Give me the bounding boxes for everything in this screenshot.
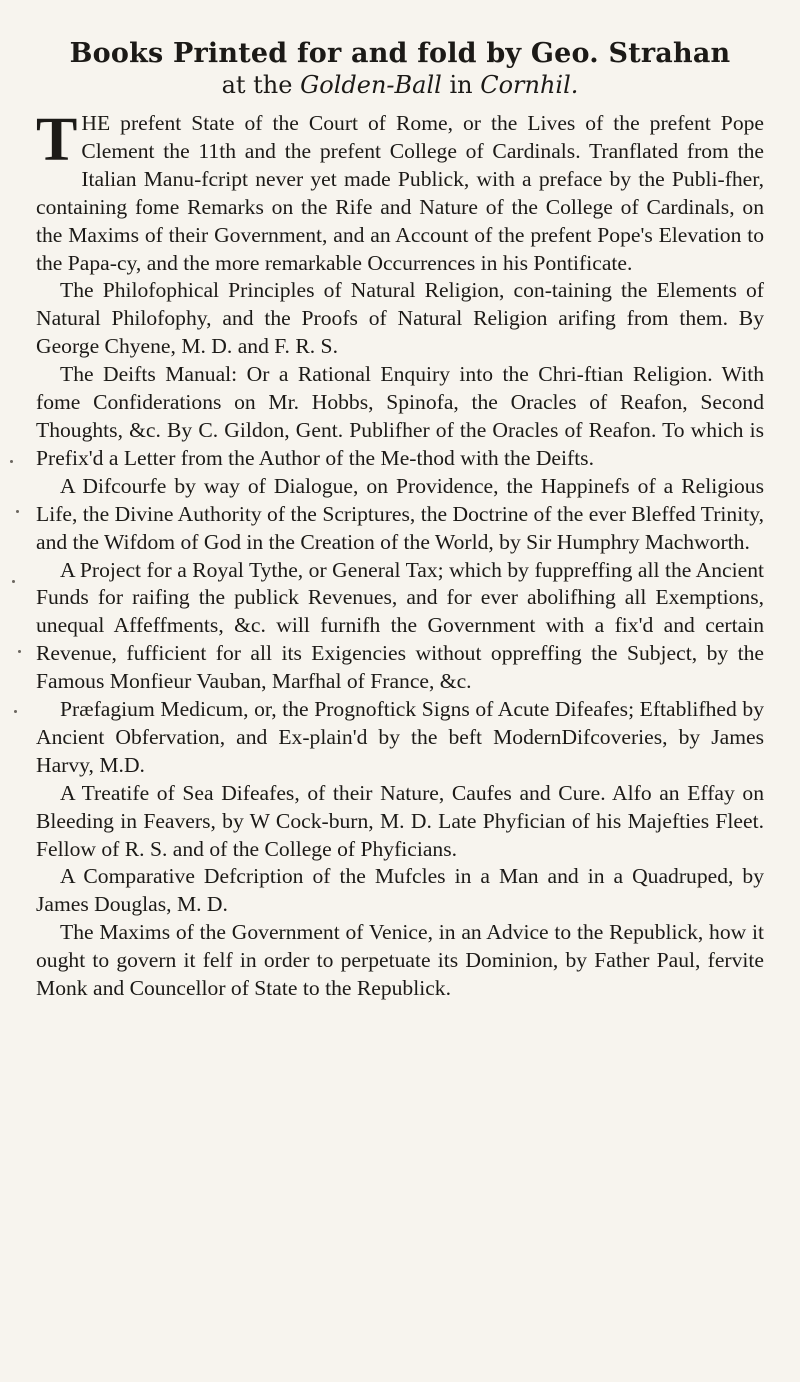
entry-7: A Treatife of Sea Difeafes, of their Nature, Caufes and Cure. Alfo an Effay on Bleeding in Feavers, by W Cock-burn, M. D. Late Phyfician of his Majefties Fleet. Fellow of R. S. and of the College of Phyficians. <box>36 780 764 861</box>
speck <box>18 650 21 653</box>
speck <box>12 580 15 583</box>
page-subheader <box>36 71 764 100</box>
subheader-place: Golden-Ball <box>300 71 442 99</box>
speck <box>16 510 19 513</box>
entry-5: A Project for a Royal Tythe, or General Tax; which by fuppreffing all the Ancient Funds for raifing the publick Revenues, and for ever abolifhing all Exemptions, unequal Affeffments, &c. will furnifh the Government with a fix'd and certain Revenue, fufficient for all its Exigencies without oppreffing the Subject, by the Famous Monfieur Vauban, Marfhal of France, &c. <box>36 557 764 694</box>
speck <box>10 460 13 463</box>
subheader-street: Cornhil. <box>480 71 579 99</box>
entry-1 <box>36 106 764 277</box>
margin-specks <box>6 450 26 770</box>
entry-3: The Deifts Manual: Or a Rational Enquiry into the Chri-ftian Religion. With fome Confiderations on Mr. Hobbs, Spinofa, the Oracles of Reafon, Second Thoughts, &c. By C. Gildon, Gent. Publifher of the Oracles of Reafon. To which is Prefix'd a Letter from the Author of the Me-thod with the Deifts. <box>36 362 764 470</box>
entry-2: The Philofophical Principles of Natural Religion, con-taining the Elements of Natural Philofophy, and the Proofs of Natural Religion arifing from them. By George Chyene, M. D. and F. R. S. <box>36 278 764 359</box>
subheader-mid: in <box>441 71 481 99</box>
drop-cap: T <box>36 106 78 174</box>
entries-list <box>36 106 764 1003</box>
entry-6: Præfagium Medicum, or, the Prognoftick Signs of Acute Difeafes; Eftablifhed by Ancient Obfervation, and Ex-plain'd by the beft ModernDifcoveries, by James Harvy, M.D. <box>36 697 764 777</box>
speck <box>14 710 17 713</box>
entry-text: HE prefent State of the Court of Rome, or the Lives of the prefent Pope Clement the 11th and the prefent College of Cardinals. Tranflated from the Italian Manu-fcript never yet made Publick, with a preface by the Publi-fher, containing fome Remarks on the Rife and Nature of the College of Cardinals, on the Maxims of their Government, and an Account of the prefent Pope's Elevation to the Papa-cy, and the more remarkable Occurrences in his Pontificate. <box>36 111 764 275</box>
entry-8: A Comparative Defcription of the Mufcles in a Man and in a Quadruped, by James Douglas, M. D. <box>36 864 764 917</box>
entry-9: The Maxims of the Government of Venice, in an Advice to the Republick, how it ought to govern it felf in order to perpetuate its Dominion, by Father Paul, fervite Monk and Councellor of State to the Republick. <box>36 920 764 1001</box>
page-header: Books Printed for and fold by Geo. Strahan <box>69 38 731 69</box>
subheader-prefix: at the <box>221 71 301 99</box>
entry-4: A Difcourfe by way of Dialogue, on Providence, the Happinefs of a Religious Life, the Divine Authority of the Scriptures, the Doctrine of the ever Bleffed Trinity, and the Wifdom of God in the Creation of the World, by Sir Humphry Machworth. <box>36 473 764 554</box>
